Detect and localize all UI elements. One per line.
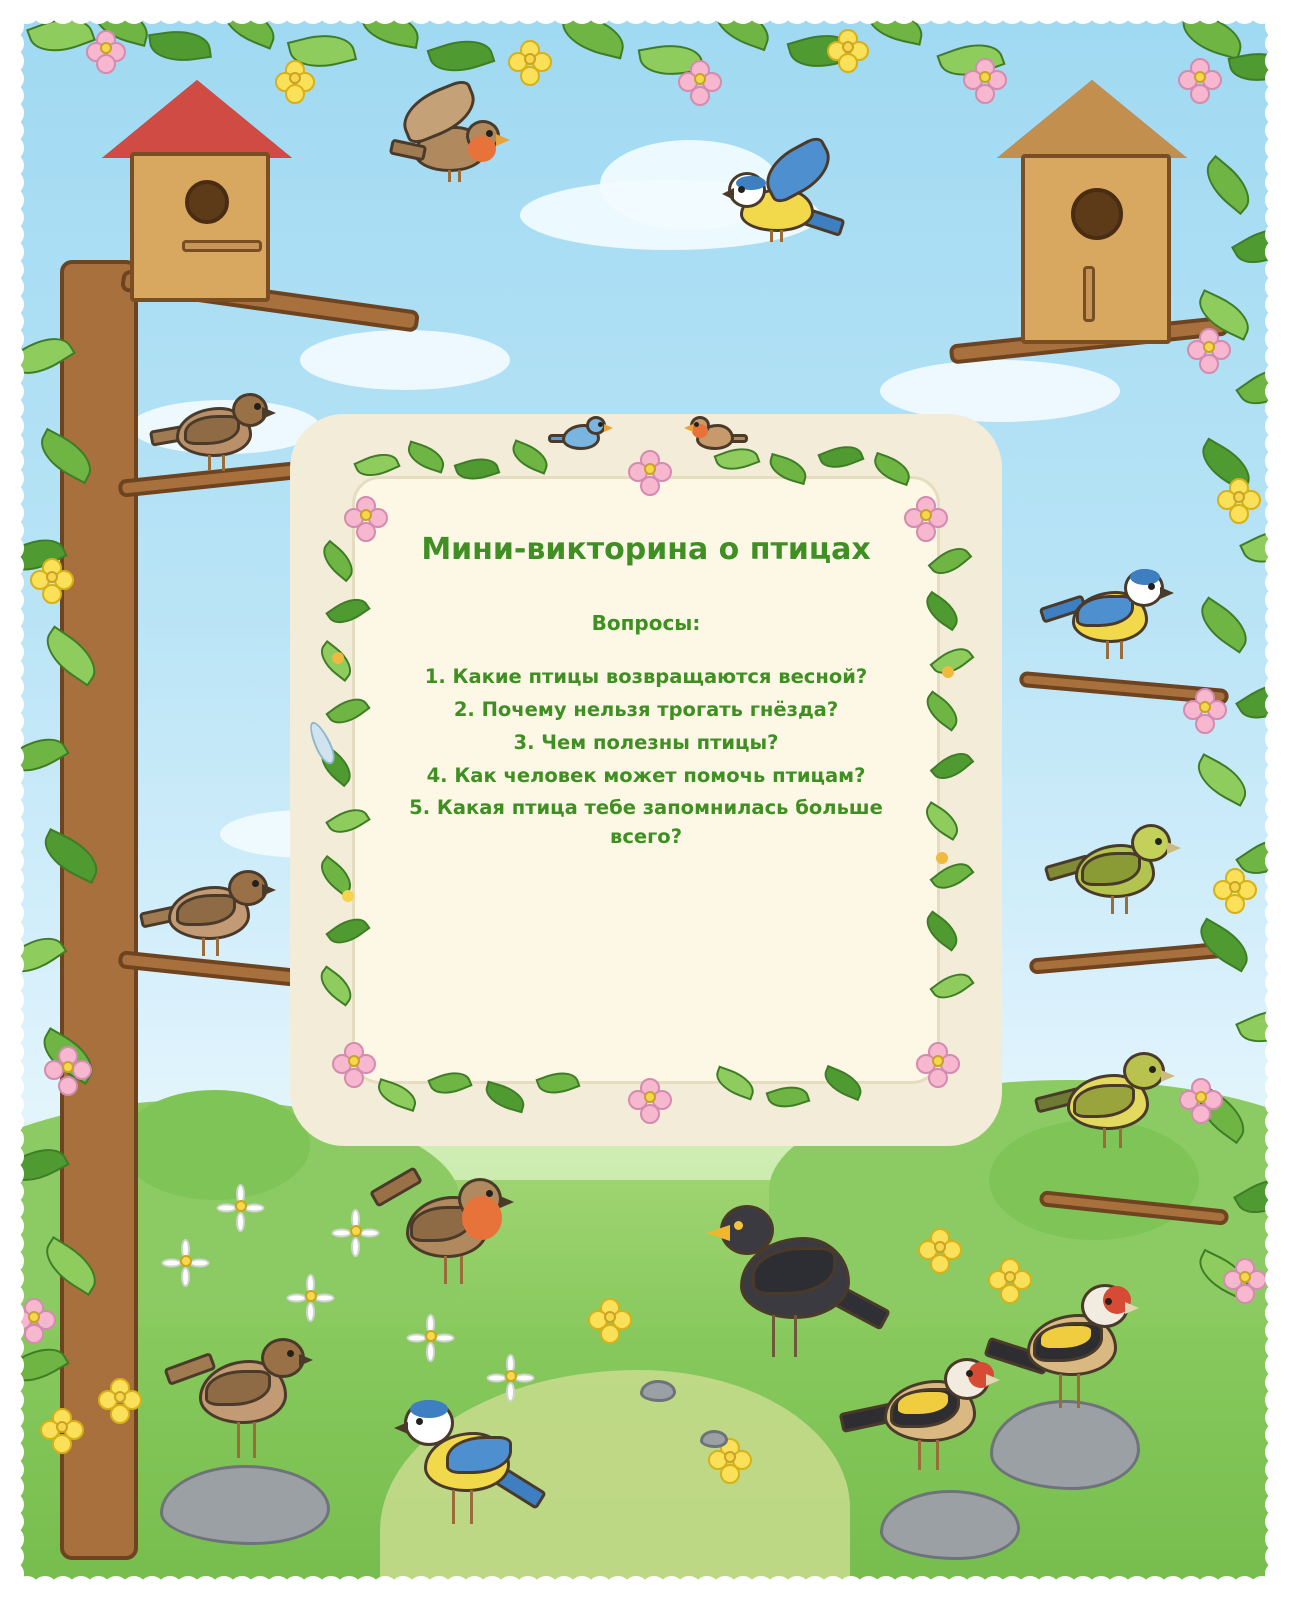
- pebble-2: [700, 1430, 728, 1448]
- bush-left: [120, 1090, 310, 1200]
- tree-trunk: [60, 260, 138, 1560]
- birdhouse-right-hole: [1071, 188, 1123, 240]
- birdhouse-left-roof: [102, 80, 292, 158]
- greenfinch-right: [1045, 810, 1185, 940]
- cloud-4: [880, 360, 1120, 422]
- birdhouse-right-roof: [997, 80, 1187, 158]
- berry-2: [942, 666, 954, 678]
- question-item-2: 2. Почему нельзя трогать гнёзда?: [453, 697, 839, 721]
- stone-3: [880, 1490, 1020, 1560]
- berry-1: [332, 652, 344, 664]
- questions-subtitle: Вопросы:: [591, 611, 701, 635]
- question-item-3: 3. Чем полезны птицы?: [513, 730, 779, 754]
- blue-tit-flying: [700, 150, 850, 260]
- berry-4: [342, 890, 354, 902]
- goldfinch-ground-right: [985, 1270, 1165, 1430]
- berry-3: [936, 852, 948, 864]
- birdhouse-right-body: [1021, 154, 1171, 344]
- birdhouse-right: [979, 80, 1209, 360]
- sparrow-upper-left: [150, 375, 280, 485]
- sparrow-mid-left: [140, 850, 280, 970]
- quiz-text-block: [384, 530, 908, 856]
- birdhouse-right-perch: [1083, 266, 1095, 322]
- sparrow-bottom-left: [165, 1320, 325, 1470]
- blue-tit-ground: [390, 1380, 550, 1540]
- birdhouse-left-body: [130, 152, 270, 302]
- page-title: Мини-викторина о птицах: [421, 532, 871, 567]
- pebble-1: [640, 1380, 676, 1402]
- question-item-4: 4. Как человек может помочь птицам?: [426, 763, 866, 787]
- robin-ground: [370, 1160, 520, 1300]
- question-item-1: 1. Какие птицы возвращаются весной?: [424, 665, 868, 688]
- quiz-card: [296, 420, 996, 1140]
- birdhouse-left-hole: [185, 180, 229, 224]
- card-bird-orange: [684, 412, 748, 460]
- question-item-5: 5. Какая птица тебе запомнилась больше всего?: [409, 796, 883, 849]
- questions-list: [384, 663, 908, 852]
- siskin-right: [1035, 1040, 1180, 1180]
- blue-tit-right: [1040, 555, 1180, 685]
- cloud-3: [300, 330, 510, 390]
- birdhouse-left-perch: [182, 240, 262, 252]
- robin-flying: [390, 90, 520, 190]
- card-bird-blue: [548, 412, 612, 460]
- birdhouse-left: [90, 80, 310, 320]
